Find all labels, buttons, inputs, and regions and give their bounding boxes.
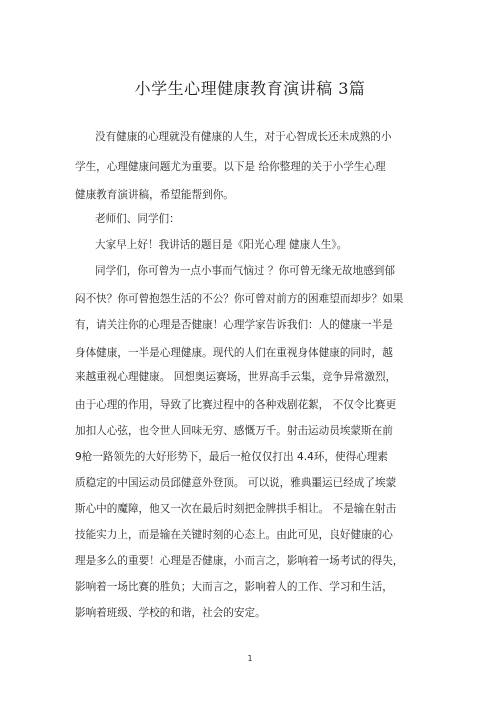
body-line: 由于心理的作用，导致了比赛过程中的各种戏剧花絮， 不仅令比赛更 <box>75 399 397 411</box>
body-line: 理是多么的重要！心理是否健康，小而言之，影响着一场考试的得失， <box>75 555 404 567</box>
page-number: 1 <box>247 654 253 663</box>
body-line: 健康教育演讲稿，希望能帮到你。 <box>75 189 234 201</box>
document-title: 小学生心理健康教育演讲稿 3篇 <box>134 79 366 98</box>
body-line: 加扣人心弦，也令世人回味无穷、感慨万千。射击运动员埃蒙斯在前 <box>75 425 393 437</box>
body-line: 有，请关注你的心理是否健康！心理学家告诉我们：人的健康一半是 <box>75 319 393 331</box>
body-line: 来越重视心理健康。 回想奥运赛场，世界高手云集，竞争异常激烈， <box>75 371 397 383</box>
body-line: 闷不快？你可曾抱怨生活的不公？你可曾对前方的困难望而却步？如果 <box>75 293 404 305</box>
body-line: 质稳定的中国运动员邱健意外登顶。 可以说，雅典噩运已经成了埃蒙 <box>75 477 397 489</box>
body-line: 影响着一场比赛的胜负；大而言之，影响着人的工作、学习和生活， <box>75 581 393 593</box>
body-line: 没有健康的心理就没有健康的人生，对于心智成长还未成熟的小 <box>95 131 392 143</box>
body-line: 斯心中的魔障，他又一次在最后时刻把金牌拱手相让。 不是输在射击 <box>75 503 397 515</box>
body-line: 学生，心理健康问题尤为重要。以下是 给你整理的关于小学生心理 <box>75 161 386 173</box>
body-line: 老师们、同学们： <box>95 213 180 225</box>
body-line: 技能实力上，而是输在关键时刻的心态上。由此可见，良好健康的心 <box>75 529 393 541</box>
body-line: 大家早上好！我讲话的题目是《阳光心理 健康人生》。 <box>95 239 348 251</box>
body-line: 同学们，你可曾为一点小事而气恼过 ？你可曾无缘无故地感到郁 <box>95 265 395 277</box>
body-line: 9枪一路领先的大好形势下，最后一枪仅仅打出 4.4环，使得心理素 <box>75 451 388 463</box>
body-line: 身体健康，一半是心理健康。现代的人们在重视身体健康的同时，越 <box>75 347 393 359</box>
body-line: 影响着班级、学校的和谐，社会的安定。 <box>75 607 266 619</box>
